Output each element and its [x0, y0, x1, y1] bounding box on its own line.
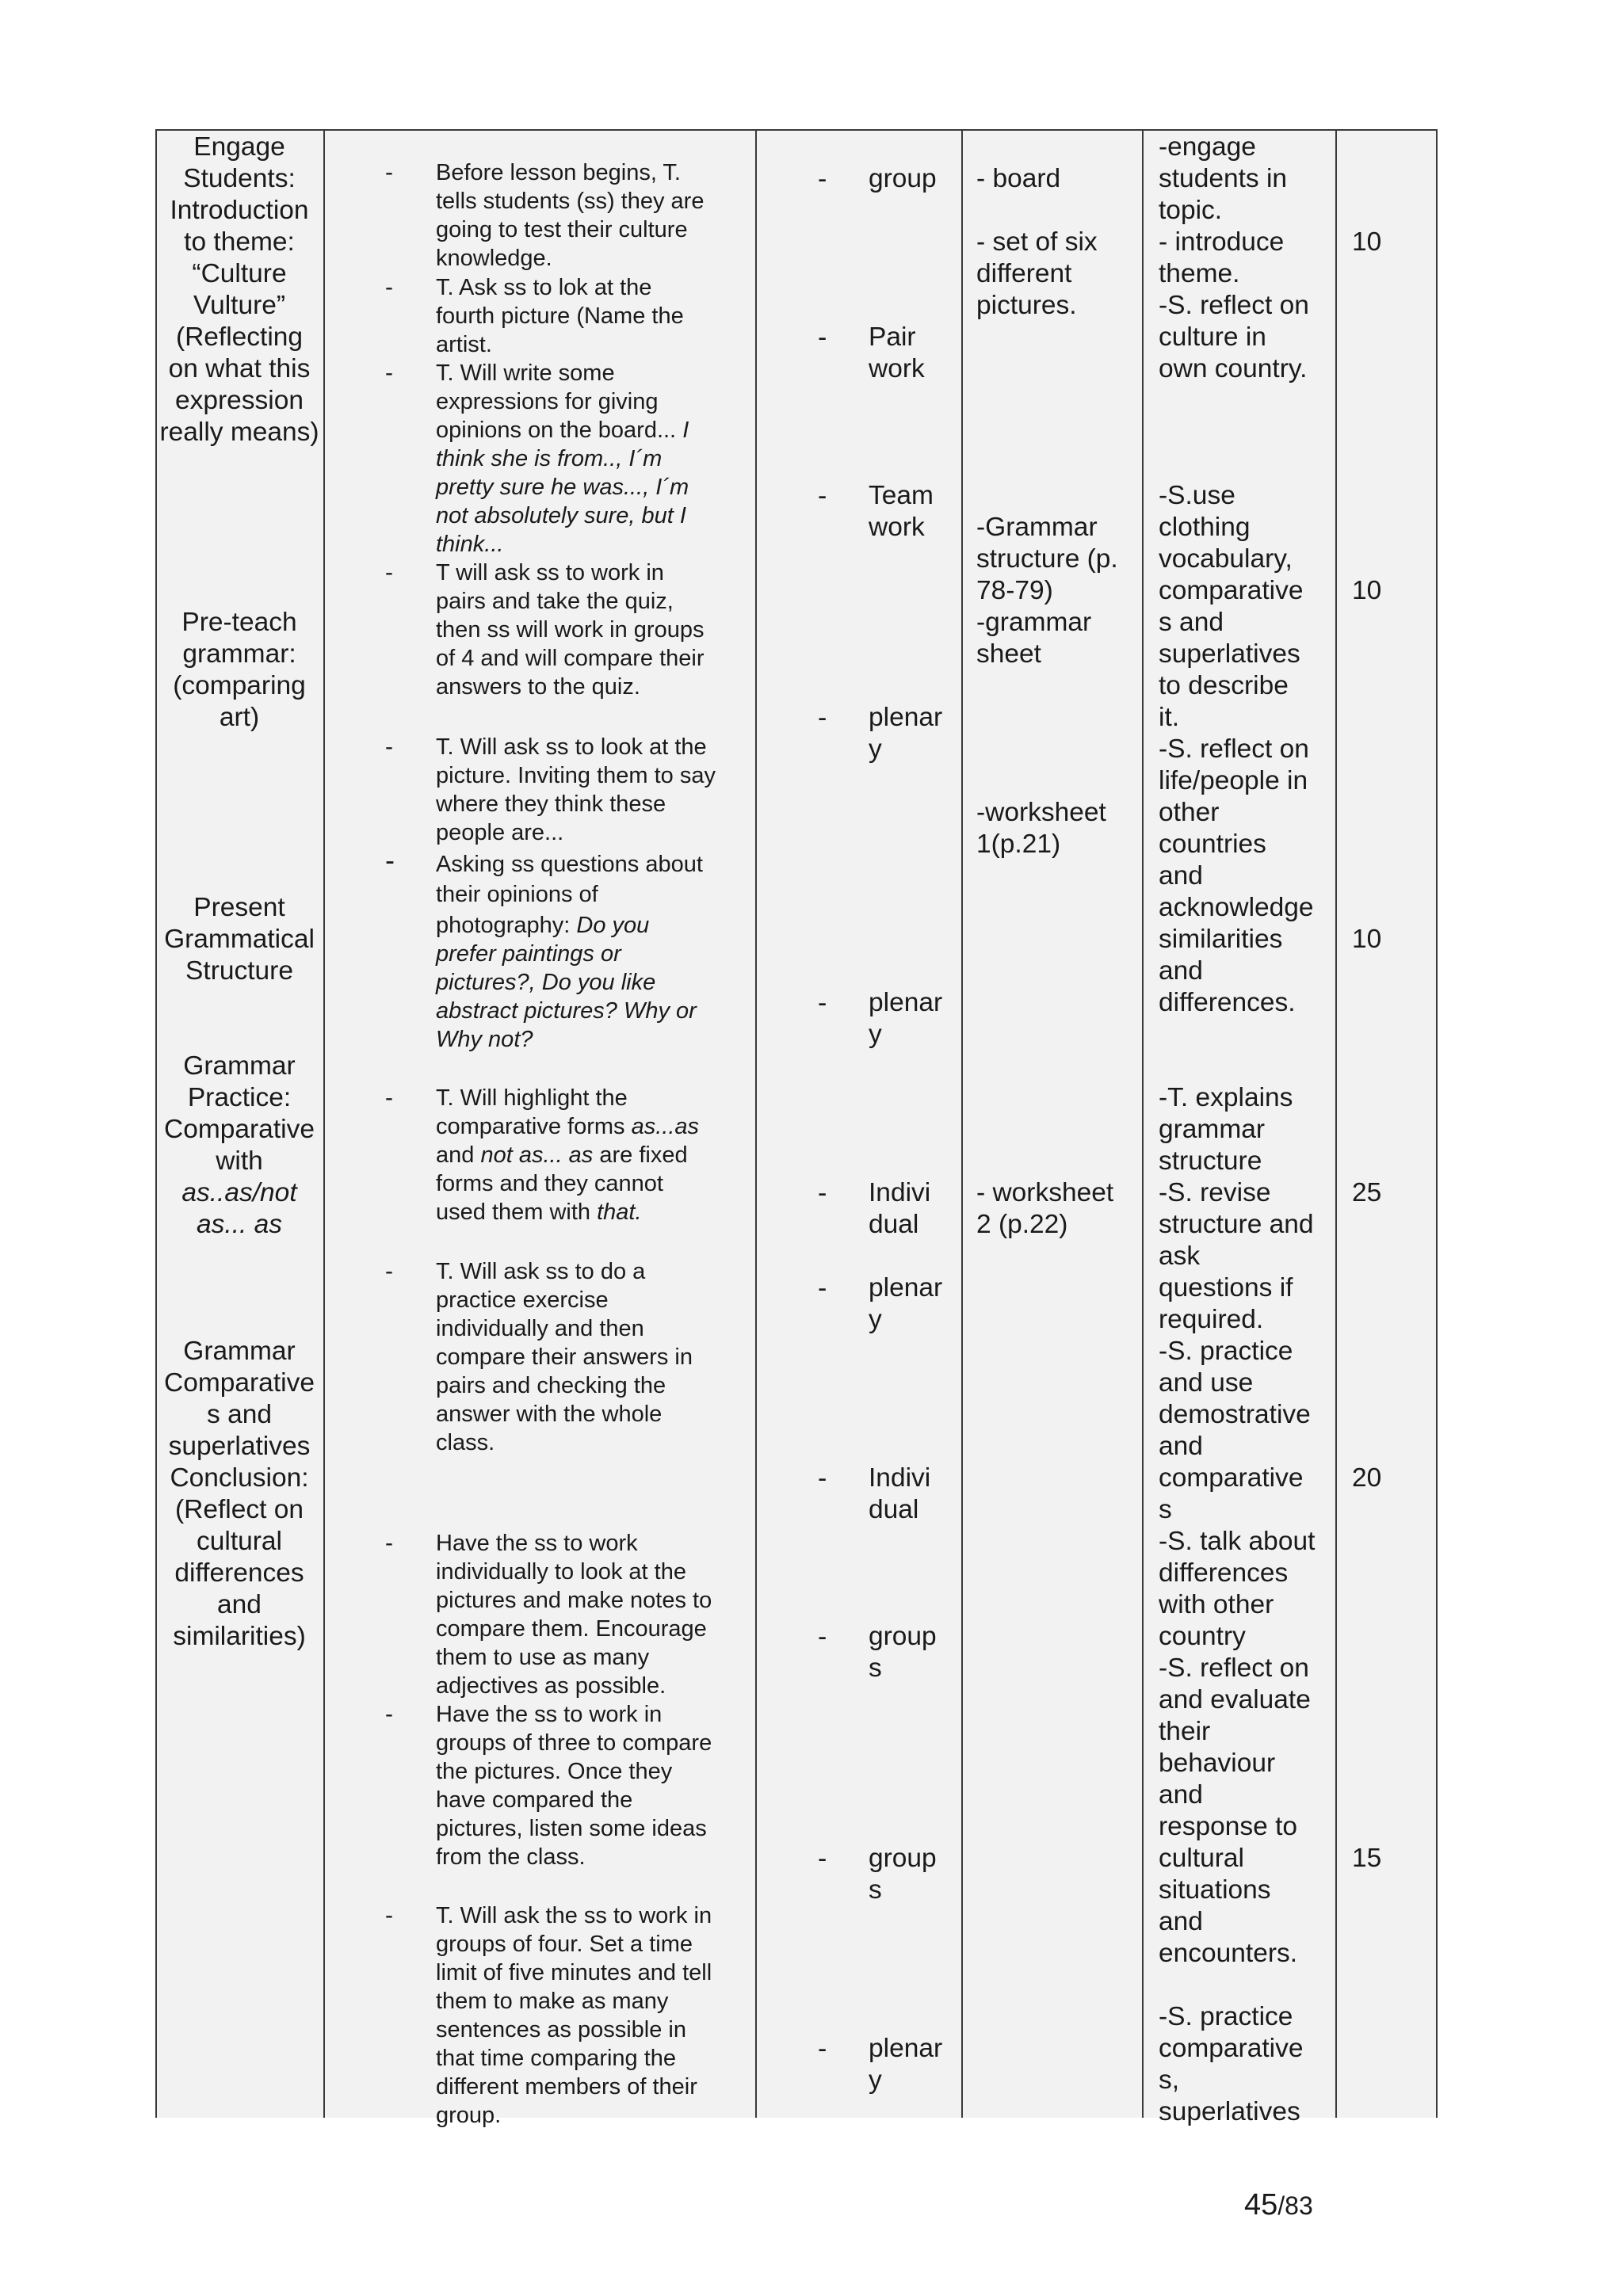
procedure-text: group.	[436, 2103, 502, 2128]
bullet-dash: -	[385, 159, 393, 185]
column-divider	[1142, 131, 1144, 2118]
procedure-text: groups of three to compare	[436, 1730, 712, 1756]
column-divider	[1335, 131, 1337, 2118]
procedure-text: pictures and make notes to	[436, 1588, 712, 1613]
time-text: 10	[1352, 576, 1382, 605]
procedure-text: practice exercise	[436, 1287, 609, 1313]
aims-text: -S.use	[1159, 481, 1235, 510]
interaction-text: dual	[869, 1495, 919, 1524]
column-divider	[755, 131, 757, 2118]
materials-text: 1(p.21)	[976, 830, 1061, 859]
procedure-text: abstract pictures? Why or	[436, 998, 697, 1024]
procedure-text: tells students (ss) they are	[436, 189, 705, 214]
aims-text: culture in	[1159, 322, 1266, 352]
procedure-text: class.	[436, 1430, 495, 1455]
aims-text: situations	[1159, 1875, 1271, 1905]
aims-text: country	[1159, 1622, 1246, 1651]
procedure-text: people are...	[436, 820, 564, 845]
bullet-dash: -	[385, 1902, 393, 1928]
page-number	[1244, 2187, 1313, 2224]
stage-text: s and	[207, 1400, 272, 1429]
procedure-text: T. Will ask the ss to work in	[436, 1903, 712, 1928]
time-text: 15	[1352, 1844, 1382, 1873]
stage-text: Grammar	[183, 1051, 296, 1081]
aims-text: encounters.	[1159, 1939, 1298, 1968]
aims-text: and	[1159, 861, 1203, 891]
procedure-text: from the class.	[436, 1844, 586, 1870]
materials-text: structure (p.	[976, 544, 1118, 574]
stage-text: cultural	[197, 1527, 282, 1556]
aims-text: cultural	[1159, 1844, 1244, 1873]
aims-text: clothing	[1159, 513, 1251, 542]
interaction-text: group	[869, 1622, 937, 1651]
aims-text: -S. practice	[1159, 2002, 1293, 2031]
stage-text: Structure	[185, 956, 293, 986]
aims-text: their	[1159, 1717, 1211, 1746]
aims-text: -S. reflect on	[1159, 291, 1309, 320]
aims-text: -S. reflect on	[1159, 734, 1309, 764]
aims-text: comparative	[1159, 576, 1304, 605]
procedure-text: pairs and take the quiz,	[436, 589, 674, 614]
page-total: /83	[1277, 2191, 1313, 2220]
bullet-dash: -	[385, 559, 393, 585]
aims-text: comparative	[1159, 2034, 1304, 2063]
stage-text: as... as	[197, 1210, 282, 1239]
stage-text: grammar:	[182, 639, 296, 669]
aims-text: -engage	[1159, 132, 1256, 162]
interaction-text: Indivi	[869, 1178, 931, 1207]
stage-text: art)	[219, 703, 260, 732]
stage-text: and	[217, 1590, 262, 1619]
procedure-text: pictures, listen some ideas	[436, 1816, 707, 1841]
procedure-text: artist.	[436, 332, 492, 357]
bullet-dash: -	[818, 481, 827, 511]
aims-text: other	[1159, 798, 1220, 827]
aims-text: -T. explains	[1159, 1083, 1293, 1112]
procedure-text: photography: Do you	[436, 913, 650, 938]
procedure-text: limit of five minutes and tell	[436, 1960, 712, 1985]
interaction-text: y	[869, 734, 882, 764]
stage-text: similarities)	[173, 1622, 306, 1651]
interaction-text: plenar	[869, 988, 943, 1017]
aims-text: ask	[1159, 1241, 1201, 1271]
procedure-text: compare their answers in	[436, 1344, 693, 1370]
stage-text: to theme:	[184, 227, 295, 257]
stage-text: as..as/not	[181, 1178, 297, 1207]
stage-text: Comparative	[164, 1115, 315, 1144]
procedure-text: different members of their	[436, 2074, 697, 2100]
interaction-text: plenar	[869, 2034, 943, 2063]
materials-text: - set of six	[976, 227, 1098, 257]
stage-text: Pre-teach	[181, 608, 297, 637]
materials-text: -worksheet	[976, 798, 1106, 827]
aims-text: comparative	[1159, 1463, 1304, 1493]
interaction-text: work	[869, 513, 925, 542]
bullet-dash: -	[818, 1178, 827, 1208]
interaction-text: y	[869, 1020, 882, 1049]
procedure-text: forms and they cannot	[436, 1171, 663, 1196]
bullet-dash: -	[385, 844, 395, 876]
column-divider	[323, 131, 325, 2118]
bullet-dash: -	[818, 1622, 827, 1652]
materials-text: different	[976, 259, 1072, 288]
interaction-text: plenar	[869, 703, 943, 732]
procedure-text: pictures?, Do you like	[436, 970, 656, 995]
aims-text: vocabulary,	[1159, 544, 1293, 574]
aims-text: it.	[1159, 703, 1180, 732]
aims-text: and	[1159, 1907, 1203, 1936]
procedure-text: Have the ss to work in	[436, 1702, 663, 1727]
procedure-text: the pictures. Once they	[436, 1759, 673, 1784]
bullet-dash: -	[818, 1844, 827, 1874]
time-text: 25	[1352, 1178, 1382, 1207]
procedure-text: T. Will ask ss to look at the	[436, 734, 707, 760]
procedure-text: not absolutely sure, but I	[436, 503, 686, 528]
bullet-dash: -	[818, 2034, 827, 2064]
bullet-dash: -	[385, 1085, 393, 1111]
aims-text: theme.	[1159, 259, 1240, 288]
aims-text: differences.	[1159, 988, 1296, 1017]
procedure-text: going to test their culture	[436, 217, 688, 242]
materials-text: - board	[976, 164, 1061, 193]
stage-text: Grammatical	[164, 925, 315, 954]
procedure-text: individually to look at the	[436, 1559, 686, 1585]
interaction-text: dual	[869, 1210, 919, 1239]
procedure-text: answers to the quiz.	[436, 674, 640, 700]
stage-text: differences	[174, 1558, 304, 1588]
stage-text: Vulture”	[193, 291, 286, 320]
stage-text: Conclusion:	[170, 1463, 309, 1493]
procedure-text: their opinions of	[436, 882, 598, 907]
aims-text: and use	[1159, 1368, 1254, 1398]
aims-text: required.	[1159, 1305, 1264, 1334]
interaction-text: y	[869, 2065, 882, 2095]
aims-text: with other	[1159, 1590, 1274, 1619]
procedure-text: adjectives as possible.	[436, 1673, 666, 1699]
bullet-dash: -	[818, 322, 827, 353]
stage-text: expression	[174, 386, 304, 415]
bullet-dash: -	[385, 1701, 393, 1727]
aims-text: differences	[1159, 1558, 1289, 1588]
procedure-text: have compared the	[436, 1787, 633, 1813]
procedure-text: picture. Inviting them to say	[436, 763, 716, 788]
procedure-text: fourth picture (Name the	[436, 303, 684, 329]
aims-text: -S. practice	[1159, 1337, 1293, 1366]
aims-text: s	[1159, 1495, 1172, 1524]
aims-text: grammar	[1159, 1115, 1266, 1144]
aims-text: - introduce	[1159, 227, 1285, 257]
interaction-text: Pair	[869, 322, 916, 352]
interaction-text: Team	[869, 481, 934, 510]
bullet-dash: -	[385, 1258, 393, 1284]
aims-text: similarities	[1159, 925, 1283, 954]
procedure-text: groups of four. Set a time	[436, 1932, 693, 1957]
interaction-text: plenar	[869, 1273, 943, 1302]
procedure-text: used them with that.	[436, 1199, 642, 1225]
aims-text: superlatives	[1159, 2097, 1300, 2126]
procedure-text: then ss will work in groups	[436, 617, 705, 643]
procedure-text: that time comparing the	[436, 2046, 677, 2071]
interaction-text: y	[869, 1305, 882, 1334]
column-divider	[961, 131, 963, 2118]
aims-text: questions if	[1159, 1273, 1293, 1302]
aims-text: and	[1159, 1432, 1203, 1461]
bullet-dash: -	[818, 703, 827, 733]
materials-text: sheet	[976, 639, 1041, 669]
stage-text: superlatives	[168, 1432, 311, 1461]
bullet-dash: -	[818, 164, 827, 194]
stage-text: with	[216, 1146, 263, 1176]
stage-text: (Reflect on	[175, 1495, 304, 1524]
procedure-text: think...	[436, 532, 504, 557]
aims-text: topic.	[1159, 196, 1223, 225]
aims-text: own country.	[1159, 354, 1308, 383]
aims-text: demostrative	[1159, 1400, 1311, 1429]
procedure-text: T. Ask ss to lok at the	[436, 275, 652, 300]
procedure-text: T will ask ss to work in	[436, 560, 664, 585]
aims-text: to describe	[1159, 671, 1289, 700]
bullet-dash: -	[818, 988, 827, 1018]
bullet-dash: -	[818, 1273, 827, 1303]
procedure-text: them to use as many	[436, 1645, 650, 1670]
stage-text: Present	[193, 893, 285, 922]
procedure-text: Have the ss to work	[436, 1531, 638, 1556]
procedure-text: T. Will highlight the	[436, 1085, 628, 1111]
stage-text: Practice:	[187, 1083, 292, 1112]
stage-text: (Reflecting	[175, 322, 304, 352]
procedure-text: T. Will write some	[436, 360, 615, 386]
bullet-dash: -	[385, 734, 393, 760]
aims-text: -S. revise	[1159, 1178, 1271, 1207]
time-text: 10	[1352, 227, 1382, 257]
stage-text: Grammar	[183, 1337, 296, 1366]
interaction-text: group	[869, 164, 937, 193]
aims-text: superlatives	[1159, 639, 1300, 669]
stage-text: really means)	[159, 418, 319, 447]
materials-text: - worksheet	[976, 1178, 1114, 1207]
stage-text: on what this	[168, 354, 311, 383]
procedure-text: Why not?	[436, 1027, 533, 1052]
aims-text: structure	[1159, 1146, 1262, 1176]
procedure-text: Before lesson begins, T.	[436, 160, 681, 185]
materials-text: -grammar	[976, 608, 1092, 637]
stage-text: Introduction	[170, 196, 309, 225]
bullet-dash: -	[818, 1463, 827, 1493]
aims-text: -S. talk about	[1159, 1527, 1316, 1556]
procedure-text: individually and then	[436, 1316, 644, 1341]
procedure-text: and not as... as are fixed	[436, 1142, 688, 1168]
stage-text: Comparative	[164, 1368, 315, 1398]
interaction-text: s	[869, 1875, 882, 1905]
aims-text: s,	[1159, 2065, 1180, 2095]
procedure-text: compare them. Encourage	[436, 1616, 707, 1642]
aims-text: s and	[1159, 608, 1224, 637]
time-text: 20	[1352, 1463, 1382, 1493]
procedure-text: them to make as many	[436, 1989, 669, 2014]
aims-text: life/people in	[1159, 766, 1308, 795]
materials-text: -Grammar	[976, 513, 1098, 542]
procedure-text: where they think these	[436, 791, 666, 817]
procedure-text: sentences as possible in	[436, 2017, 686, 2042]
aims-text: structure and	[1159, 1210, 1314, 1239]
materials-text: pictures.	[976, 291, 1077, 320]
procedure-text: answer with the whole	[436, 1402, 663, 1427]
procedure-text: expressions for giving	[436, 389, 659, 414]
aims-text: and evaluate	[1159, 1685, 1311, 1714]
stage-text: Engage	[193, 132, 285, 162]
aims-text: behaviour	[1159, 1749, 1276, 1778]
interaction-text: group	[869, 1844, 937, 1873]
aims-text: -S. reflect on	[1159, 1653, 1309, 1683]
page-current: 45	[1244, 2188, 1278, 2222]
bullet-dash: -	[385, 274, 393, 300]
stage-text: (comparing	[173, 671, 306, 700]
procedure-text: pretty sure he was..., I´m	[436, 475, 689, 500]
interaction-text: s	[869, 1653, 882, 1683]
stage-text: Students:	[183, 164, 296, 193]
aims-text: and	[1159, 1780, 1203, 1810]
bullet-dash: -	[385, 360, 393, 386]
procedure-text: pairs and checking the	[436, 1373, 666, 1398]
materials-text: 78-79)	[976, 576, 1053, 605]
aims-text: and	[1159, 956, 1203, 986]
aims-text: countries	[1159, 830, 1266, 859]
aims-text: response to	[1159, 1812, 1298, 1841]
procedure-text: knowledge.	[436, 246, 552, 271]
procedure-text: Asking ss questions about	[436, 852, 703, 877]
procedure-text: prefer paintings or	[436, 941, 621, 967]
interaction-text: Indivi	[869, 1463, 931, 1493]
procedure-text: T. Will ask ss to do a	[436, 1259, 646, 1284]
procedure-text: comparative forms as...as	[436, 1114, 700, 1139]
time-text: 10	[1352, 925, 1382, 954]
aims-text: students in	[1159, 164, 1288, 193]
materials-text: 2 (p.22)	[976, 1210, 1068, 1239]
stage-text: “Culture	[192, 259, 287, 288]
procedure-text: think she is from.., I´m	[436, 446, 663, 471]
procedure-text: opinions on the board... I	[436, 418, 689, 443]
aims-text: acknowledge	[1159, 893, 1314, 922]
bullet-dash: -	[385, 1530, 393, 1556]
procedure-text: of 4 and will compare their	[436, 646, 705, 671]
interaction-text: work	[869, 354, 925, 383]
